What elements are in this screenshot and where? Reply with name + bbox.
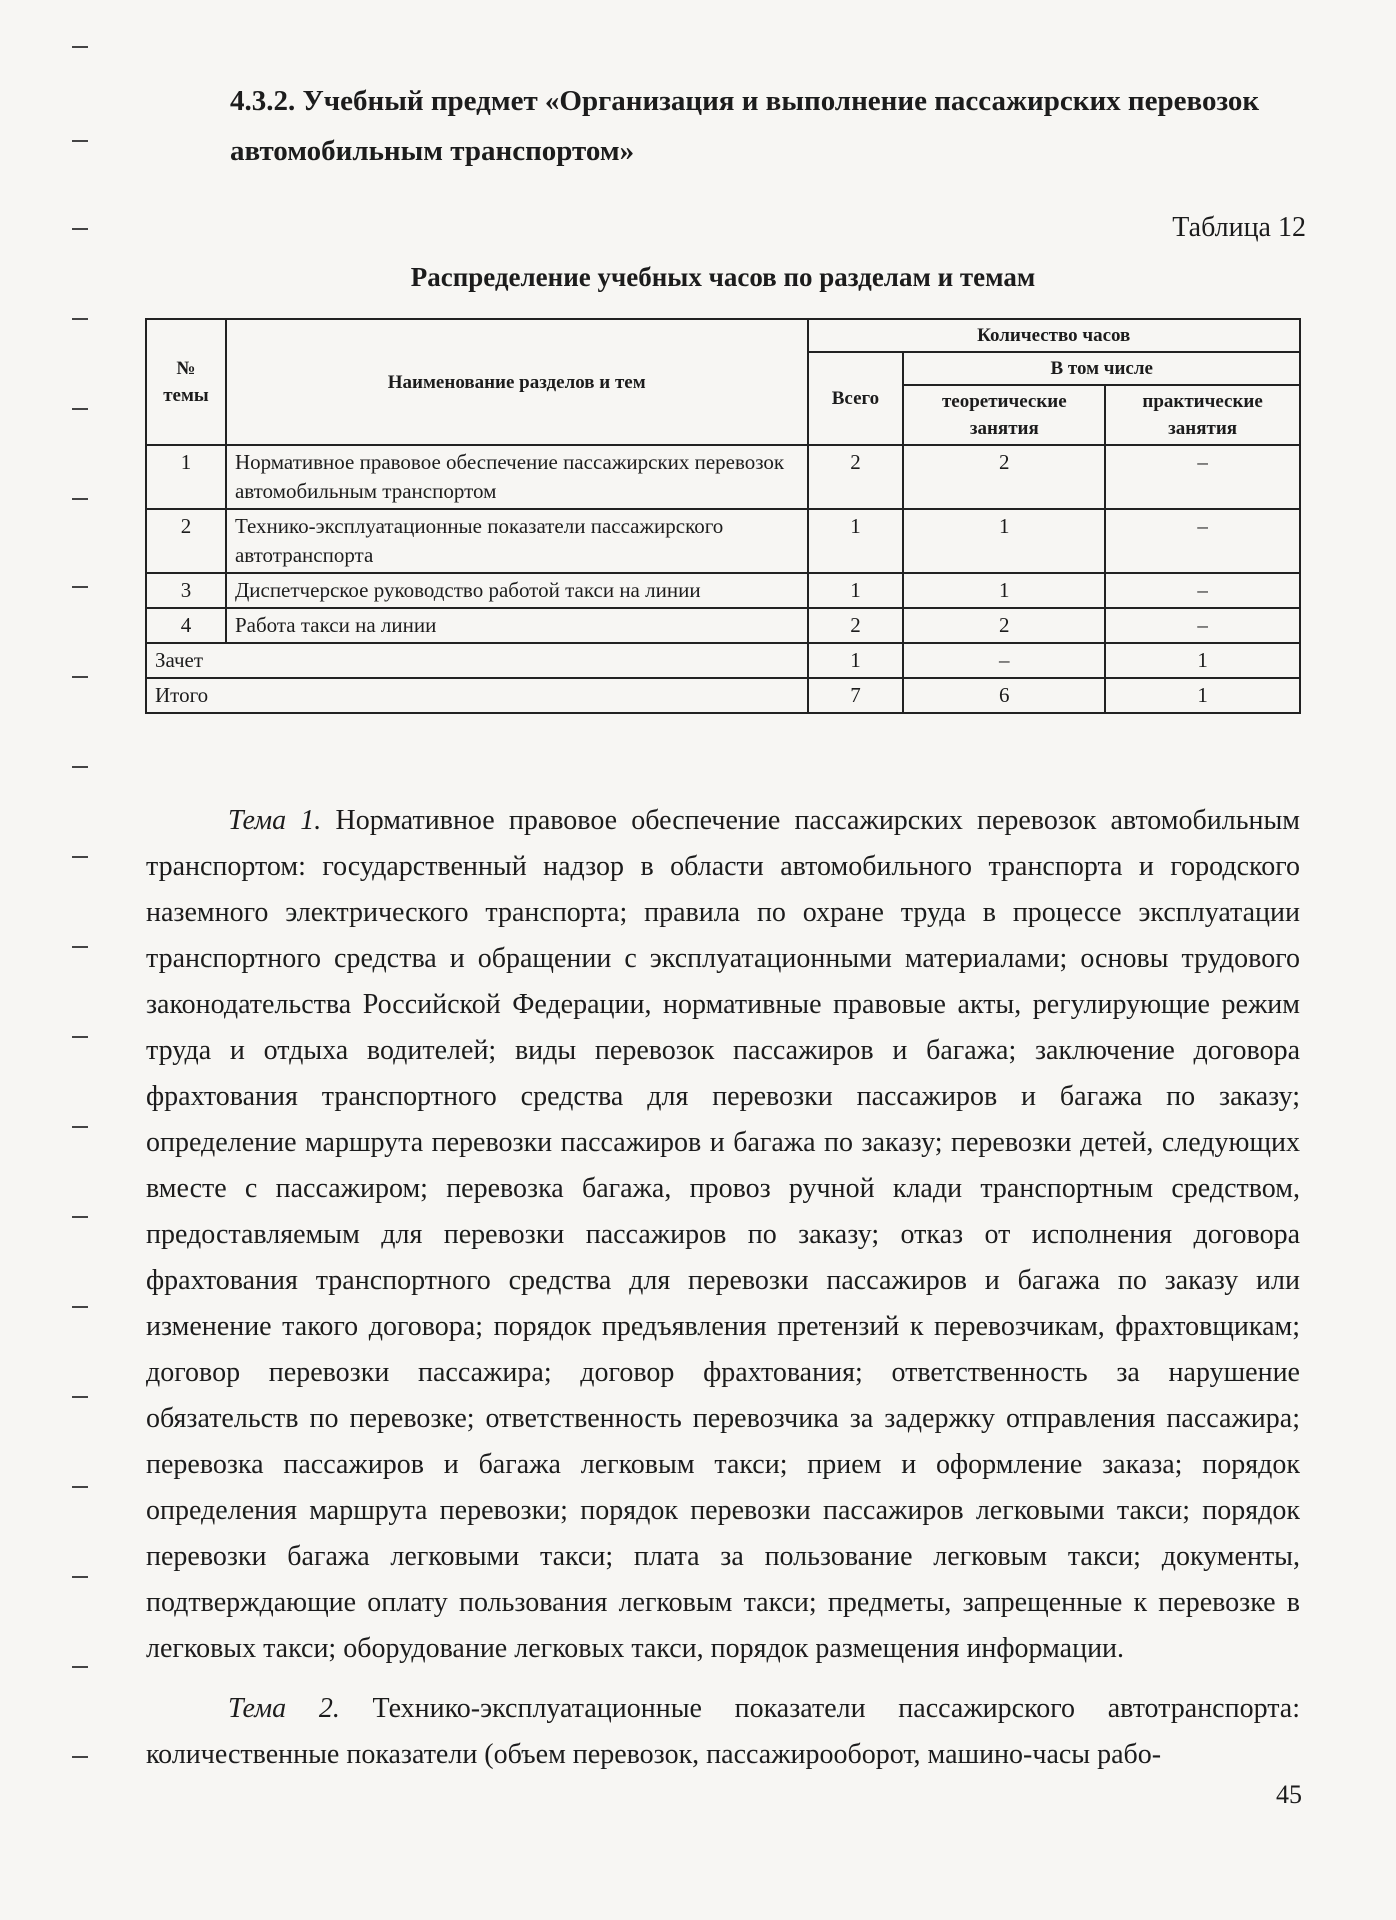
header-total: Всего bbox=[808, 352, 904, 445]
table-header-row bbox=[146, 319, 1300, 352]
section-heading: 4.3.2. Учебный предмет «Организация и выполнение пассажирских перевозок автомобильным транспортом» bbox=[230, 85, 1260, 167]
row-number: 3 bbox=[146, 573, 226, 608]
row-total: 2 bbox=[808, 608, 904, 643]
hours-table bbox=[145, 318, 1301, 714]
header-including: В том числе bbox=[903, 352, 1300, 385]
header-hours: Количество часов bbox=[808, 319, 1300, 352]
page-number: 45 bbox=[1276, 1780, 1302, 1809]
row-number: 4 bbox=[146, 608, 226, 643]
table-row bbox=[146, 509, 1300, 573]
sum-practice: 1 bbox=[1105, 678, 1300, 713]
topic-2-text: Технико-эксплуатационные показатели пассажирского автотранспорта: количественные показатели (объем перевозок, пассажирооборот, машино-часы рабо- bbox=[146, 1693, 1301, 1770]
row-practice: – bbox=[1105, 573, 1300, 608]
row-theory: 2 bbox=[903, 608, 1105, 643]
table-row bbox=[146, 445, 1300, 509]
row-name: Работа такси на линии bbox=[226, 608, 808, 643]
table-number-label: Таблица 12 bbox=[1172, 212, 1306, 243]
row-name: Нормативное правовое обеспечение пассажирских перевозок автомобильным транспортом bbox=[226, 445, 808, 509]
header-topic-name: Наименование разделов и тем bbox=[226, 319, 808, 445]
table-row-credit bbox=[146, 643, 1300, 678]
credit-label: Зачет bbox=[146, 643, 808, 678]
row-total: 1 bbox=[808, 509, 904, 573]
page-edge-marks bbox=[72, 0, 92, 1920]
sum-total: 7 bbox=[808, 678, 904, 713]
table-title: Распределение учебных часов по разделам и темам bbox=[410, 262, 1036, 292]
table-row bbox=[146, 608, 1300, 643]
topic-2-paragraph bbox=[146, 1686, 1300, 1778]
topic-1-label: Тема 1. bbox=[228, 805, 322, 836]
row-practice: – bbox=[1105, 445, 1300, 509]
topic-1-text: Нормативное правовое обеспечение пассажирских перевозок автомобильным транспортом: государственный надзор в области автомобильного транспорта и городского наземного электрического транспорта; правила по охране труда в процессе эксплуатации транспортного средства и обращении с эксплуатационными материалами; основы трудового законодательства Российской Федерации, нормативные правовые акты, регулирующие режим труда и отдыха водителей; виды перевозок пассажиров и багажа; заключение договора фрахтования транспортного средства для перевозки пассажиров и багажа по заказу; определение маршрута перевозки пассажиров и багажа по заказу; перевозки детей, следующих вместе с пассажиром; перевозка багажа, провоз ручной клади транспортным средством, предоставляемым для перевозки пассажиров по заказу; отказ от исполнения договора фрахтования транспортного средства для перевозки пассажиров и багажа по заказу или изменение такого договора; порядок предъявления претензий к перевозчикам, фрахтовщикам; договор перевозки пассажира; договор фрахтования; ответственность за нарушение обязательств по перевозке; ответственность перевозчика за задержку отправления пассажира; перевозка пассажиров и багажа легковым такси; прием и оформление заказа; порядок определения маршрута перевозки; порядок перевозки пассажиров легковыми такси; порядок перевозки багажа легковыми такси; плата за пользование легковым такси; документы, подтверждающие оплату пользования легковым такси; предметы, запрещенные к перевозке в легковых такси; оборудование легковых такси, порядок размещения информации. bbox=[146, 805, 1300, 1664]
credit-theory: – bbox=[903, 643, 1105, 678]
row-practice: – bbox=[1105, 608, 1300, 643]
topic-1-paragraph bbox=[146, 798, 1300, 1672]
row-number: 2 bbox=[146, 509, 226, 573]
row-total: 1 bbox=[808, 573, 904, 608]
topic-2-label: Тема 2. bbox=[228, 1693, 340, 1724]
row-theory: 2 bbox=[903, 445, 1105, 509]
header-practice: практические занятия bbox=[1105, 385, 1300, 445]
row-name: Диспетчерское руководство работой такси на линии bbox=[226, 573, 808, 608]
row-theory: 1 bbox=[903, 509, 1105, 573]
table-row bbox=[146, 573, 1300, 608]
row-practice: – bbox=[1105, 509, 1300, 573]
table-row-sum bbox=[146, 678, 1300, 713]
row-theory: 1 bbox=[903, 573, 1105, 608]
row-name: Технико-эксплуатационные показатели пассажирского автотранспорта bbox=[226, 509, 808, 573]
sum-label: Итого bbox=[146, 678, 808, 713]
row-number: 1 bbox=[146, 445, 226, 509]
sum-theory: 6 bbox=[903, 678, 1105, 713]
row-total: 2 bbox=[808, 445, 904, 509]
header-topic-number: № темы bbox=[146, 319, 226, 445]
header-theory: теоретические занятия bbox=[903, 385, 1105, 445]
body-text bbox=[146, 798, 1300, 1792]
credit-total: 1 bbox=[808, 643, 904, 678]
credit-practice: 1 bbox=[1105, 643, 1300, 678]
